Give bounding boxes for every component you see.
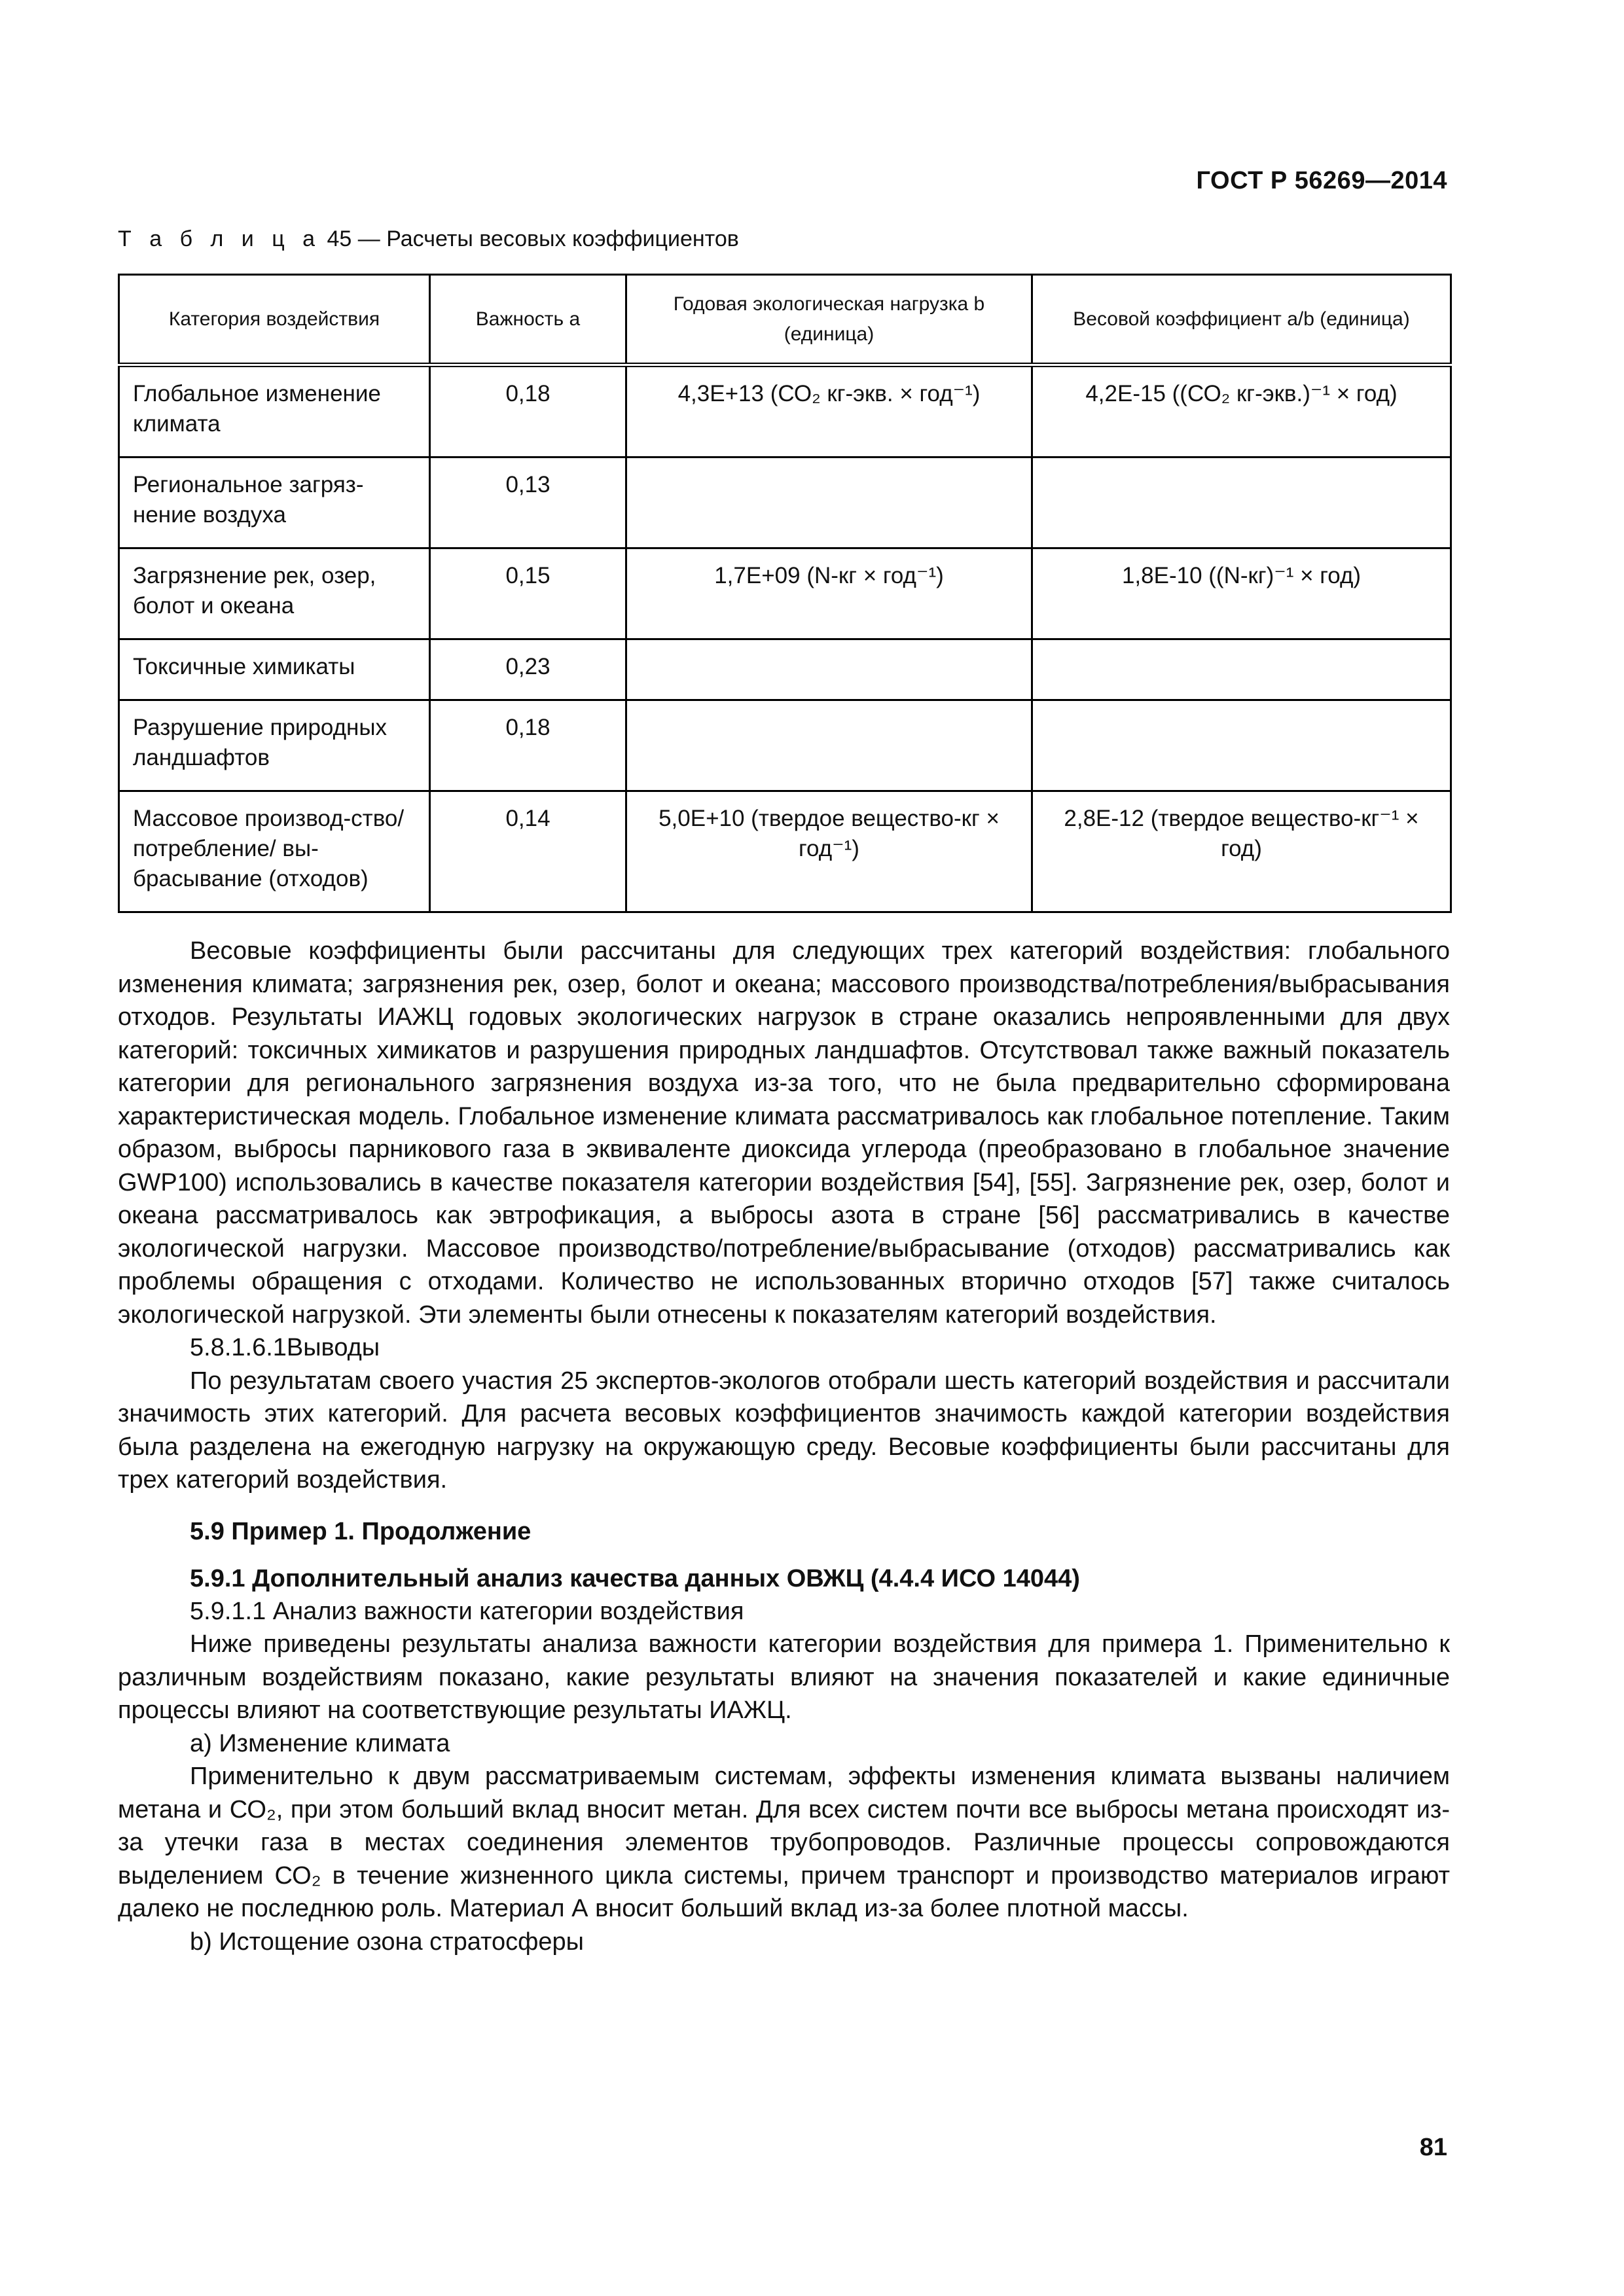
table-row <box>119 365 1451 457</box>
cell-annual-load <box>626 457 1032 548</box>
cell-category: Глобальное изменение климата <box>119 365 430 457</box>
list-item-a: а) Изменение климата <box>190 1729 450 1757</box>
cell-category: Региональное загряз-нение воздуха <box>119 457 430 548</box>
cell-annual-load <box>626 639 1032 700</box>
cell-weight: 4,2Е-15 ((СО₂ кг-экв.)⁻¹ × год) <box>1032 365 1451 457</box>
cell-importance: 0,23 <box>430 639 626 700</box>
page-number: 81 <box>1419 2134 1447 2161</box>
paragraph: Применительно к двум рассматриваемым системам, эффекты изменения климата вызваны наличием метана и СО₂, при этом больший вклад вносит метан. Для всех систем почти все выбросы метана происходят из-за утечки газа в местах соединения элементов трубопроводов. Различные процессы сопровождаются выделением СО₂ в течение жизненного цикла системы, причем транспорт и производство материалов играют далеко не последнюю роль. Материал А вносит больший вклад из-за более плотной массы. <box>118 1763 1450 1922</box>
cell-annual-load: 5,0Е+10 (твердое вещество-кг × год⁻¹) <box>626 791 1032 912</box>
table-row <box>119 457 1451 548</box>
document-header: ГОСТ Р 56269—2014 <box>1196 167 1447 194</box>
header-category: Категория воздействия <box>119 275 430 365</box>
section-heading: 5.9 Пример 1. Продолжение <box>190 1517 532 1545</box>
cell-weight: 2,8Е-12 (твердое вещество-кг⁻¹ × год) <box>1032 791 1451 912</box>
table-row <box>119 791 1451 912</box>
table-row <box>119 548 1451 639</box>
cell-importance: 0,13 <box>430 457 626 548</box>
cell-category: Загрязнение рек, озер, болот и океана <box>119 548 430 639</box>
cell-weight <box>1032 639 1451 700</box>
cell-importance: 0,18 <box>430 700 626 791</box>
subsection-title: 5.9.1.1 Анализ важности категории воздействия <box>190 1597 744 1625</box>
cell-category: Разрушение природных ландшафтов <box>119 700 430 791</box>
header-annual-load: Годовая экологическая нагрузка b (единица) <box>626 275 1032 365</box>
table-caption <box>118 226 739 252</box>
table-row <box>119 700 1451 791</box>
cell-importance: 0,15 <box>430 548 626 639</box>
cell-annual-load <box>626 700 1032 791</box>
subsection-heading: 5.9.1 Дополнительный анализ качества данных ОВЖЦ (4.4.4 ИСО 14044) <box>190 1564 1080 1592</box>
cell-weight <box>1032 457 1451 548</box>
paragraph: Весовые коэффициенты были рассчитаны для следующих трех категорий воздействия: глобального изменения климата; загрязнения рек, озер, болот и океана; массового производства/потребления/выбрасывания отходов. Результаты ИАЖЦ годовых экологических нагрузок в стране оказались непроявленными для двух категорий: токсичных химикатов и разрушения природных ландшафтов. Отсутствовал также важный показатель категории для регионального загрязнения воздуха из-за того, что не была предварительно сформирована характеристическая модель. Глобальное изменение климата рассматривалось как глобальное потепление. Таким образом, выбросы парникового газа в эквиваленте диоксида углерода (преобразовано в глобальное значение GWP100) использовались в качестве показателя категории воздействия [54], [55]. Загрязнение рек, озер, болот и океана рассматривалось как эвтрофикация, а выбросы азота в стране [56] рассматривались в качестве экологической нагрузки. Массовое производство/потребление/выбрасывание (отходов) рассматривались как проблемы обращения с отходами. Количество не использованных вторично отходов [57] также считалось экологической нагрузкой. Эти элементы были отнесены к показателям категорий воздействия. <box>118 937 1450 1329</box>
cell-importance: 0,18 <box>430 365 626 457</box>
paragraph: Ниже приведены результаты анализа важности категории воздействия для примера 1. Применительно к различным воздействиям показано, какие результаты влияют на значения показателей и какие единичные процессы влияют на соответствующие результаты ИАЖЦ. <box>118 1630 1450 1724</box>
cell-weight: 1,8Е-10 ((N-кг)⁻¹ × год) <box>1032 548 1451 639</box>
cell-category: Массовое производ-ство/ потребление/ вы-брасывание (отходов) <box>119 791 430 912</box>
header-importance: Важность а <box>430 275 626 365</box>
body-text <box>118 935 1450 1958</box>
cell-weight <box>1032 700 1451 791</box>
table-caption-label: Т а б л и ц а <box>118 226 321 251</box>
header-weight: Весовой коэффициент а/b (единица) <box>1032 275 1451 365</box>
table-header-row <box>119 275 1451 365</box>
weights-table <box>118 274 1452 913</box>
table-row <box>119 639 1451 700</box>
cell-annual-load: 1,7Е+09 (N-кг × год⁻¹) <box>626 548 1032 639</box>
subsection-number: 5.8.1.6.1Выводы <box>190 1334 380 1361</box>
cell-category: Токсичные химикаты <box>119 639 430 700</box>
cell-importance: 0,14 <box>430 791 626 912</box>
cell-annual-load: 4,3Е+13 (СО₂ кг-экв. × год⁻¹) <box>626 365 1032 457</box>
paragraph: По результатам своего участия 25 экспертов-экологов отобрали шесть категорий воздействия и рассчитали значимость этих категорий. Для расчета весовых коэффициентов значимость каждой категории воздействия была разделена на ежегодную нагрузку на окружающую среду. Весовые коэффициенты были рассчитаны для трех категорий воздействия. <box>118 1367 1450 1494</box>
table-caption-title: 45 — Расчеты весовых коэффициентов <box>327 226 739 251</box>
list-item-b: b) Истощение озона стратосферы <box>190 1928 584 1956</box>
